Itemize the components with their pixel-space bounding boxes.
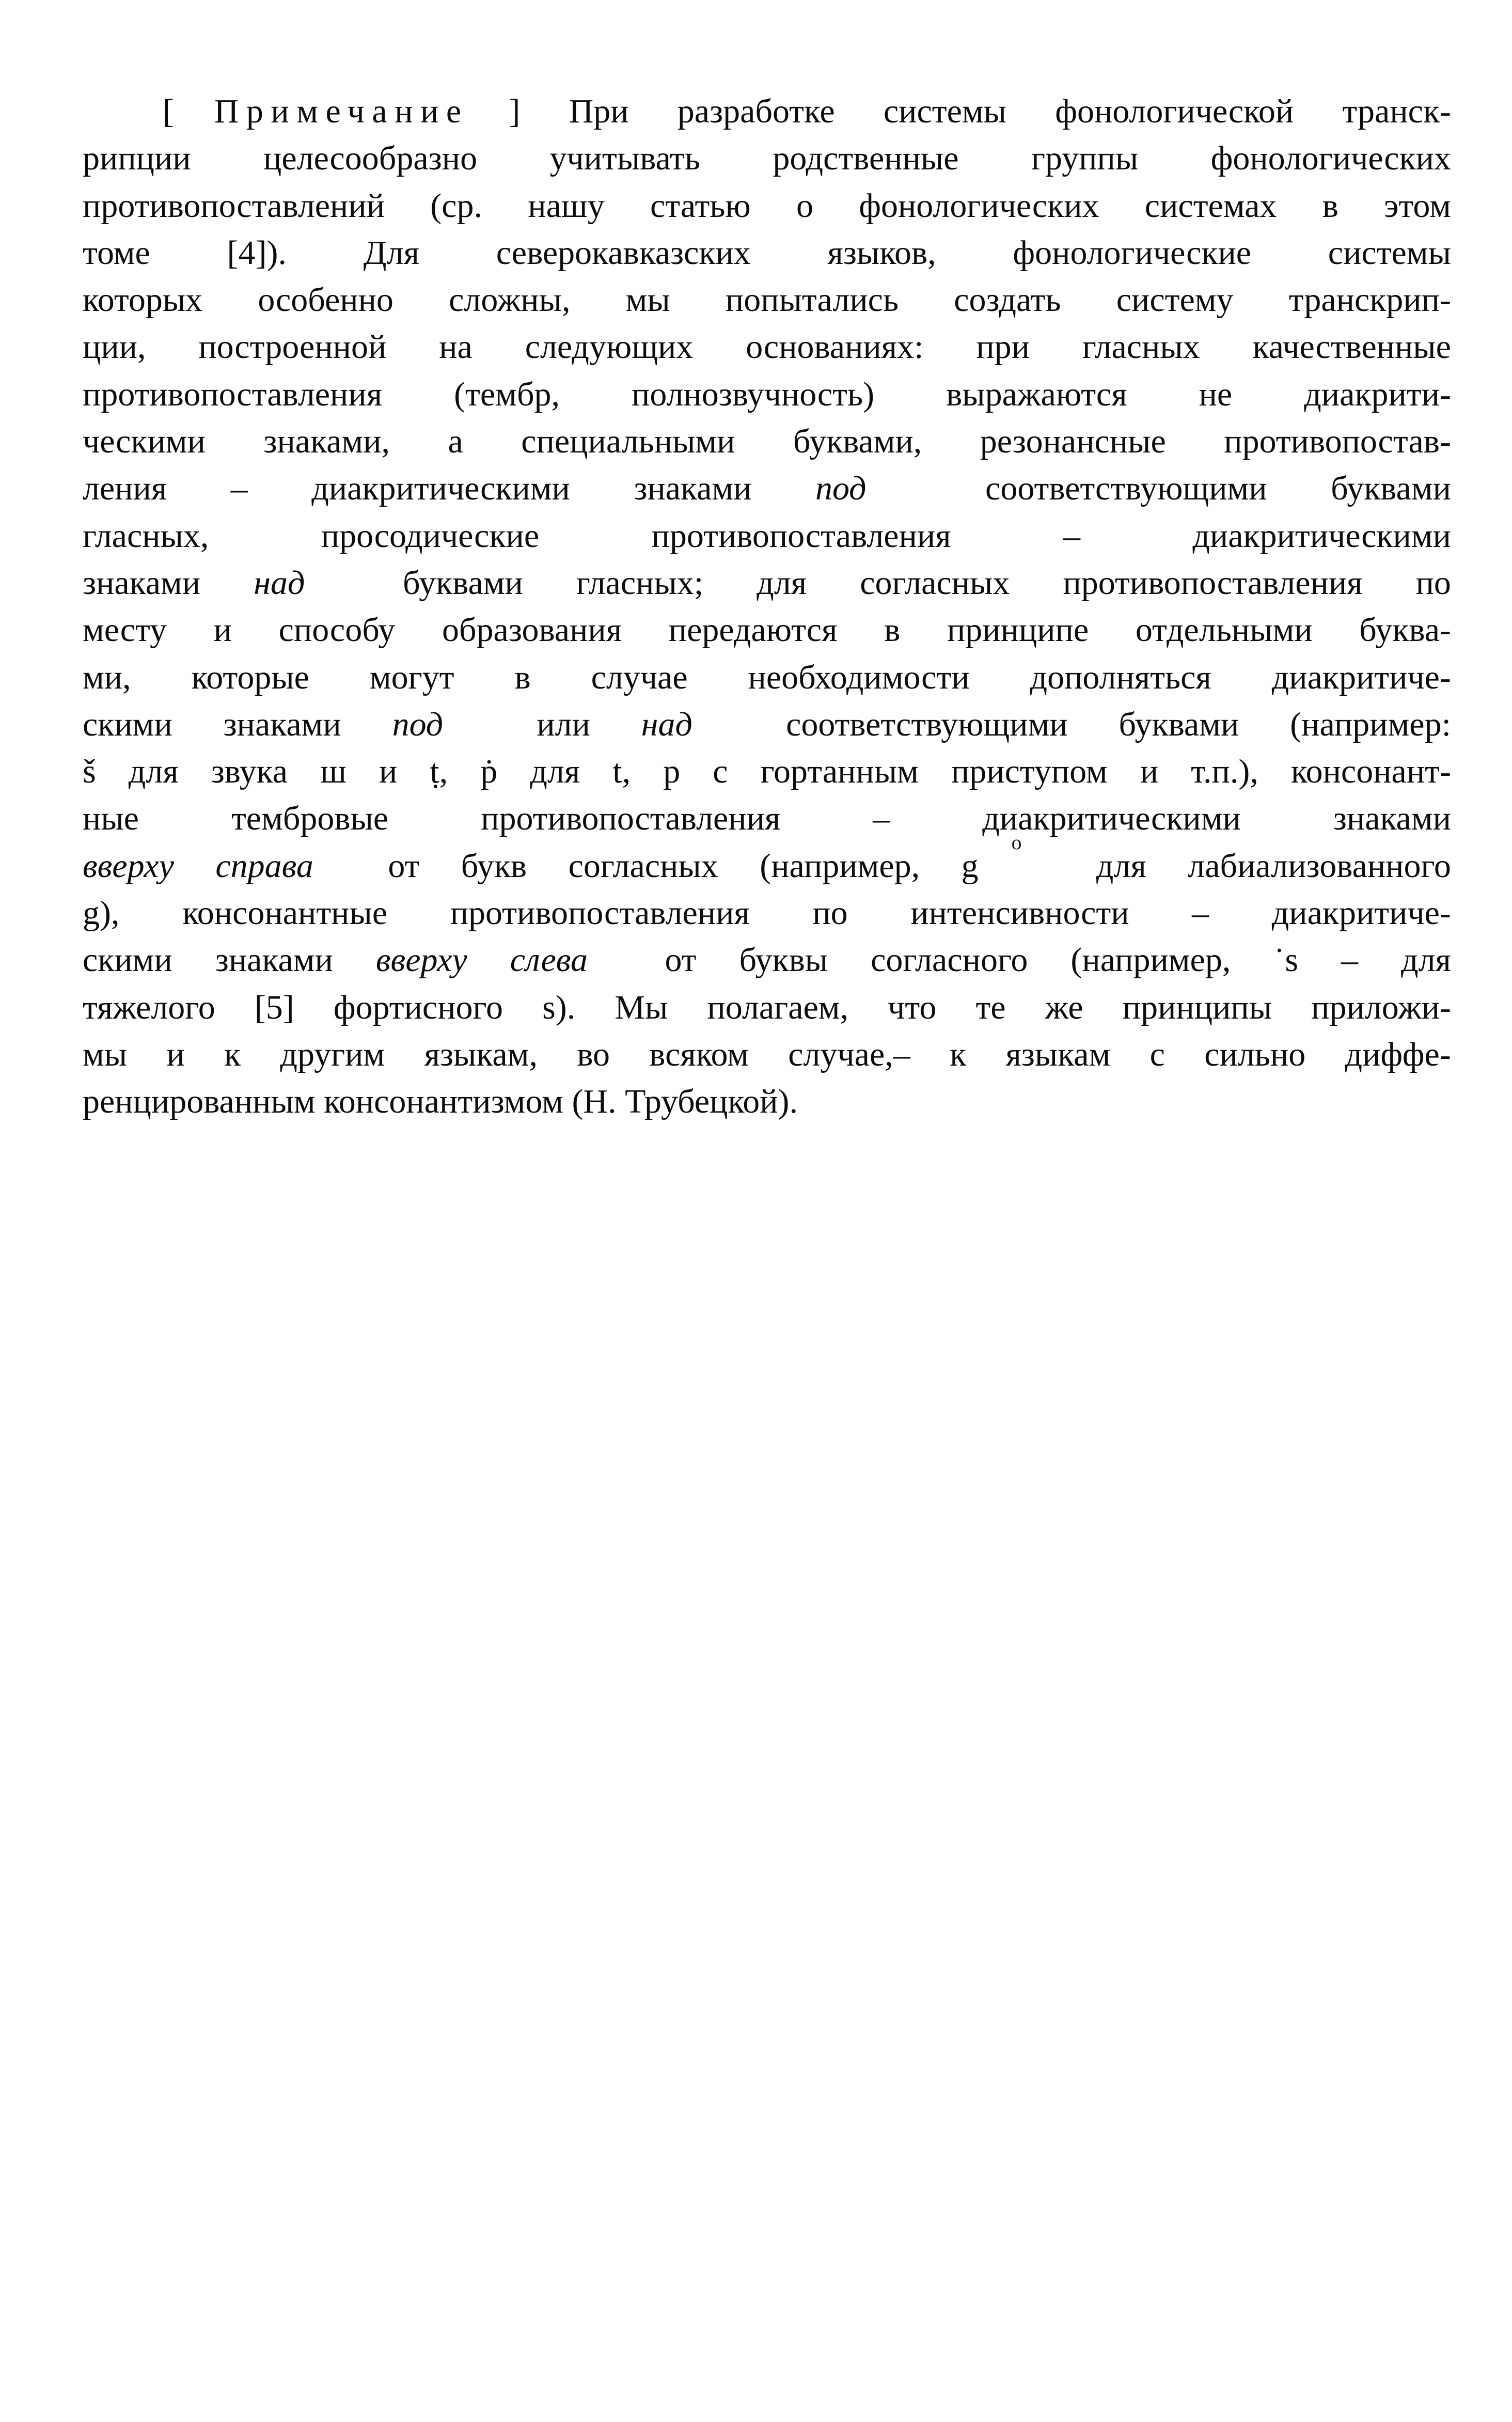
text-word: Трубецкой).	[625, 1083, 798, 1121]
text-word: ]	[509, 92, 529, 130]
text-word: противопоставления	[481, 800, 789, 838]
text-line	[83, 936, 1451, 983]
text-word: противопоставления	[651, 517, 960, 555]
italic-word: справа	[215, 847, 313, 885]
text-word: лабиализованного	[1188, 847, 1451, 885]
text-word: родственные	[773, 139, 968, 178]
text-line	[83, 984, 1451, 1031]
text-word: ṗ	[480, 753, 506, 791]
text-word: s).	[542, 988, 584, 1026]
text-line	[83, 559, 1451, 606]
italic-word: слева	[510, 941, 588, 979]
text-line	[83, 418, 1451, 465]
text-line	[83, 182, 1451, 229]
text-word: Мы	[615, 988, 676, 1026]
text-word: диффе-	[1345, 1035, 1451, 1073]
text-word: буквами	[403, 564, 532, 602]
text-line	[83, 1031, 1451, 1078]
text-word: просодические	[321, 517, 548, 555]
text-word: звука	[211, 753, 296, 791]
text-word: системы	[1328, 233, 1451, 272]
text-word: согласных	[860, 564, 1018, 602]
text-word: скими	[83, 941, 181, 979]
text-word: в	[514, 658, 540, 696]
text-word: необходимости	[748, 658, 979, 696]
text-word: особенно	[258, 281, 402, 319]
text-line	[83, 465, 1451, 512]
text-line	[83, 831, 1451, 889]
text-word: тембровые	[231, 800, 397, 838]
text-word: гласных,	[83, 517, 217, 555]
text-word: передаются	[668, 611, 846, 649]
text-word: от	[665, 941, 705, 979]
text-word: дополняться	[1030, 658, 1220, 696]
text-word: соответствующими	[786, 705, 1077, 743]
text-word: языкам,	[424, 1035, 546, 1073]
text-word: буквами	[1331, 470, 1451, 508]
text-word: диакрити-	[1304, 375, 1451, 413]
text-word: –	[1192, 894, 1218, 932]
text-word: и	[166, 1035, 194, 1073]
text-word: что	[888, 988, 945, 1026]
text-word: g	[961, 847, 979, 885]
text-word: приложи-	[1311, 988, 1451, 1026]
text-word: ṭ,	[430, 753, 456, 791]
text-word: p	[663, 753, 689, 791]
text-word: (например,	[1070, 941, 1239, 979]
text-word: При	[569, 92, 638, 130]
text-word: и	[379, 753, 406, 791]
text-word: (например:	[1290, 705, 1451, 743]
text-word: противопоставлений	[83, 186, 393, 225]
text-word: или	[537, 705, 599, 743]
text-word: знаками	[634, 470, 761, 508]
text-word	[485, 701, 494, 748]
text-word: которые	[191, 658, 318, 696]
text-word: (Н.	[572, 1083, 625, 1121]
text-word: полнозвучность)	[632, 375, 883, 413]
text-word: по	[812, 894, 857, 932]
text-word: нашу	[528, 186, 613, 225]
text-line	[83, 371, 1451, 418]
text-line	[83, 88, 1451, 135]
text-word: статью	[650, 186, 760, 225]
text-word	[346, 842, 355, 889]
text-word: случае	[591, 658, 697, 696]
text-word: о	[796, 186, 822, 225]
text-line	[83, 1078, 1451, 1125]
text-word: фонологических	[859, 186, 1108, 225]
text-word: к	[950, 1035, 975, 1073]
text-word: ш	[320, 753, 355, 791]
text-word: скими	[83, 705, 181, 743]
text-word: гласных	[1082, 328, 1209, 366]
italic-word: под	[815, 470, 867, 508]
text-word: с	[1149, 1035, 1174, 1073]
text-word: качественные	[1252, 328, 1451, 366]
text-word: сложны,	[449, 281, 579, 319]
text-word: по	[1415, 564, 1451, 602]
text-word: во	[577, 1035, 619, 1073]
text-word	[735, 701, 744, 748]
text-word: диакритиче-	[1271, 894, 1451, 932]
text-word: и	[1140, 753, 1167, 791]
text-word: –	[873, 800, 899, 838]
text-word: в	[884, 611, 909, 649]
text-line	[83, 512, 1451, 559]
text-word: (ср.	[430, 186, 491, 225]
note-paragraph	[83, 88, 1451, 1126]
text-word: случае,–	[788, 1035, 919, 1073]
text-word: противопоставления	[83, 375, 391, 413]
text-word: диакритическими	[982, 800, 1250, 838]
text-word: рипции	[83, 139, 200, 178]
text-word: на	[439, 328, 481, 366]
text-word: выражаются	[946, 375, 1136, 413]
text-word: интенсивности	[910, 894, 1138, 932]
text-word: разработке	[677, 92, 844, 130]
text-word: знаками	[83, 564, 209, 602]
italic-word: над	[641, 705, 692, 743]
text-word: знаками	[223, 705, 350, 743]
text-word: буквы	[739, 941, 837, 979]
text-line	[83, 748, 1451, 795]
text-word: которых	[83, 281, 211, 319]
text-word: этом	[1384, 186, 1451, 225]
italic-word: вверху	[83, 847, 183, 885]
text-line	[83, 654, 1451, 701]
text-word: o	[1011, 831, 1022, 854]
text-word: ˙s	[1273, 941, 1307, 979]
text-word: согласных	[568, 847, 727, 885]
text-word: специальными	[521, 423, 744, 461]
text-word: построенной	[198, 328, 395, 366]
text-word: а	[448, 423, 472, 461]
text-word: приступом	[951, 753, 1116, 791]
text-word: основаниях:	[746, 328, 932, 366]
text-word	[922, 465, 931, 512]
text-line	[83, 701, 1451, 748]
text-word: системах	[1144, 186, 1285, 225]
text-word: с	[713, 753, 737, 791]
text-word: диакритическими	[1192, 517, 1451, 555]
text-word: к	[224, 1035, 249, 1073]
text-word: противопоставления	[1063, 564, 1372, 602]
text-line	[83, 323, 1451, 370]
text-word: северокавказских	[496, 233, 760, 272]
text-word: для	[1401, 941, 1451, 979]
text-word: соответствующими	[985, 470, 1276, 508]
text-word: в	[1322, 186, 1347, 225]
text-line	[83, 229, 1451, 276]
text-word: же	[1045, 988, 1092, 1026]
text-word: резонансные	[980, 423, 1175, 461]
text-word: не	[1199, 375, 1241, 413]
text-word: консонант-	[1290, 753, 1451, 791]
text-word: т.п.),	[1191, 753, 1267, 791]
text-word: фонологической	[1055, 92, 1302, 130]
text-word: буквами	[1119, 705, 1248, 743]
text-word: учитывать	[549, 139, 709, 178]
text-word: для	[1096, 847, 1155, 885]
text-word: при	[976, 328, 1038, 366]
text-word: ления	[83, 470, 176, 508]
text-word	[1054, 842, 1063, 889]
text-word: фонологических	[1210, 139, 1451, 178]
text-word: систему	[1116, 281, 1242, 319]
text-word: –	[1341, 941, 1367, 979]
text-word: образования	[442, 611, 631, 649]
text-word: для	[530, 753, 589, 791]
text-word: [	[163, 92, 174, 130]
text-word: принципе	[947, 611, 1097, 649]
text-word: транск-	[1342, 92, 1451, 130]
text-word: букв	[461, 847, 536, 885]
text-word: противопоставления	[450, 894, 759, 932]
text-word: группы	[1031, 139, 1147, 178]
text-word: тяжелого	[83, 988, 224, 1026]
text-word: полагаем,	[707, 988, 857, 1026]
text-word: согласного	[871, 941, 1036, 979]
text-word: фортисного	[333, 988, 512, 1026]
text-word: всяком	[649, 1035, 758, 1073]
text-word: языкам	[1005, 1035, 1119, 1073]
text-word: ческими	[83, 423, 214, 461]
text-line	[83, 276, 1451, 323]
text-word: для	[128, 753, 187, 791]
text-line	[83, 606, 1451, 653]
text-word: буквами,	[793, 423, 931, 461]
text-word: [5]	[254, 988, 303, 1026]
text-word: g),	[83, 894, 128, 932]
text-word: те	[975, 988, 1015, 1026]
text-word: сильно	[1204, 1035, 1314, 1073]
text-word: ми,	[83, 658, 140, 696]
text-word	[622, 936, 631, 983]
text-word: принципы	[1122, 988, 1281, 1026]
text-word: создать	[954, 281, 1070, 319]
text-word: ные	[83, 800, 148, 838]
text-word: противопостав-	[1224, 423, 1451, 461]
text-line	[83, 889, 1451, 936]
text-word: системы	[883, 92, 1015, 130]
text-word: от	[388, 847, 428, 885]
text-line	[83, 795, 1451, 842]
text-word: t,	[612, 753, 639, 791]
text-word: буква-	[1359, 611, 1451, 649]
text-word: Примечание	[214, 92, 469, 130]
text-word: другим	[280, 1035, 393, 1073]
text-word: консонантизмом	[324, 1083, 572, 1121]
text-word: [4]).	[227, 233, 295, 272]
italic-word: над	[254, 564, 305, 602]
text-word: š	[83, 753, 105, 791]
text-word: томе	[83, 233, 159, 272]
text-word: ренцированным	[83, 1083, 324, 1121]
text-word: гласных;	[576, 564, 712, 602]
text-word: целесообразно	[263, 139, 486, 178]
text-word: языков,	[827, 233, 945, 272]
text-word: (тембр,	[454, 375, 569, 413]
text-word: следующих	[525, 328, 702, 366]
text-word: могут	[369, 658, 463, 696]
text-word: знаками	[1333, 800, 1451, 838]
text-word: консонантные	[182, 894, 396, 932]
text-word	[350, 559, 358, 606]
text-word: отдельными	[1135, 611, 1321, 649]
text-word: фонологические	[1013, 233, 1260, 272]
text-word: знаками	[215, 941, 342, 979]
text-word: месту	[83, 611, 176, 649]
text-word: знаками,	[263, 423, 399, 461]
text-word: для	[757, 564, 815, 602]
text-word: ции,	[83, 328, 154, 366]
text-word: диакритиче-	[1271, 658, 1451, 696]
text-word: диакритическими	[311, 470, 579, 508]
text-word: транскрип-	[1288, 281, 1451, 319]
text-word: Для	[363, 233, 428, 272]
text-line	[83, 135, 1451, 182]
text-word: мы	[83, 1035, 136, 1073]
text-word: мы	[625, 281, 679, 319]
text-word: попытались	[725, 281, 907, 319]
italic-word: под	[392, 705, 444, 743]
text-word: гортанным	[760, 753, 927, 791]
text-word: (например,	[760, 847, 928, 885]
text-word: и	[213, 611, 241, 649]
text-word: способу	[278, 611, 404, 649]
text-word: –	[1063, 517, 1089, 555]
text-word: –	[230, 470, 257, 508]
italic-word: вверху	[375, 941, 476, 979]
